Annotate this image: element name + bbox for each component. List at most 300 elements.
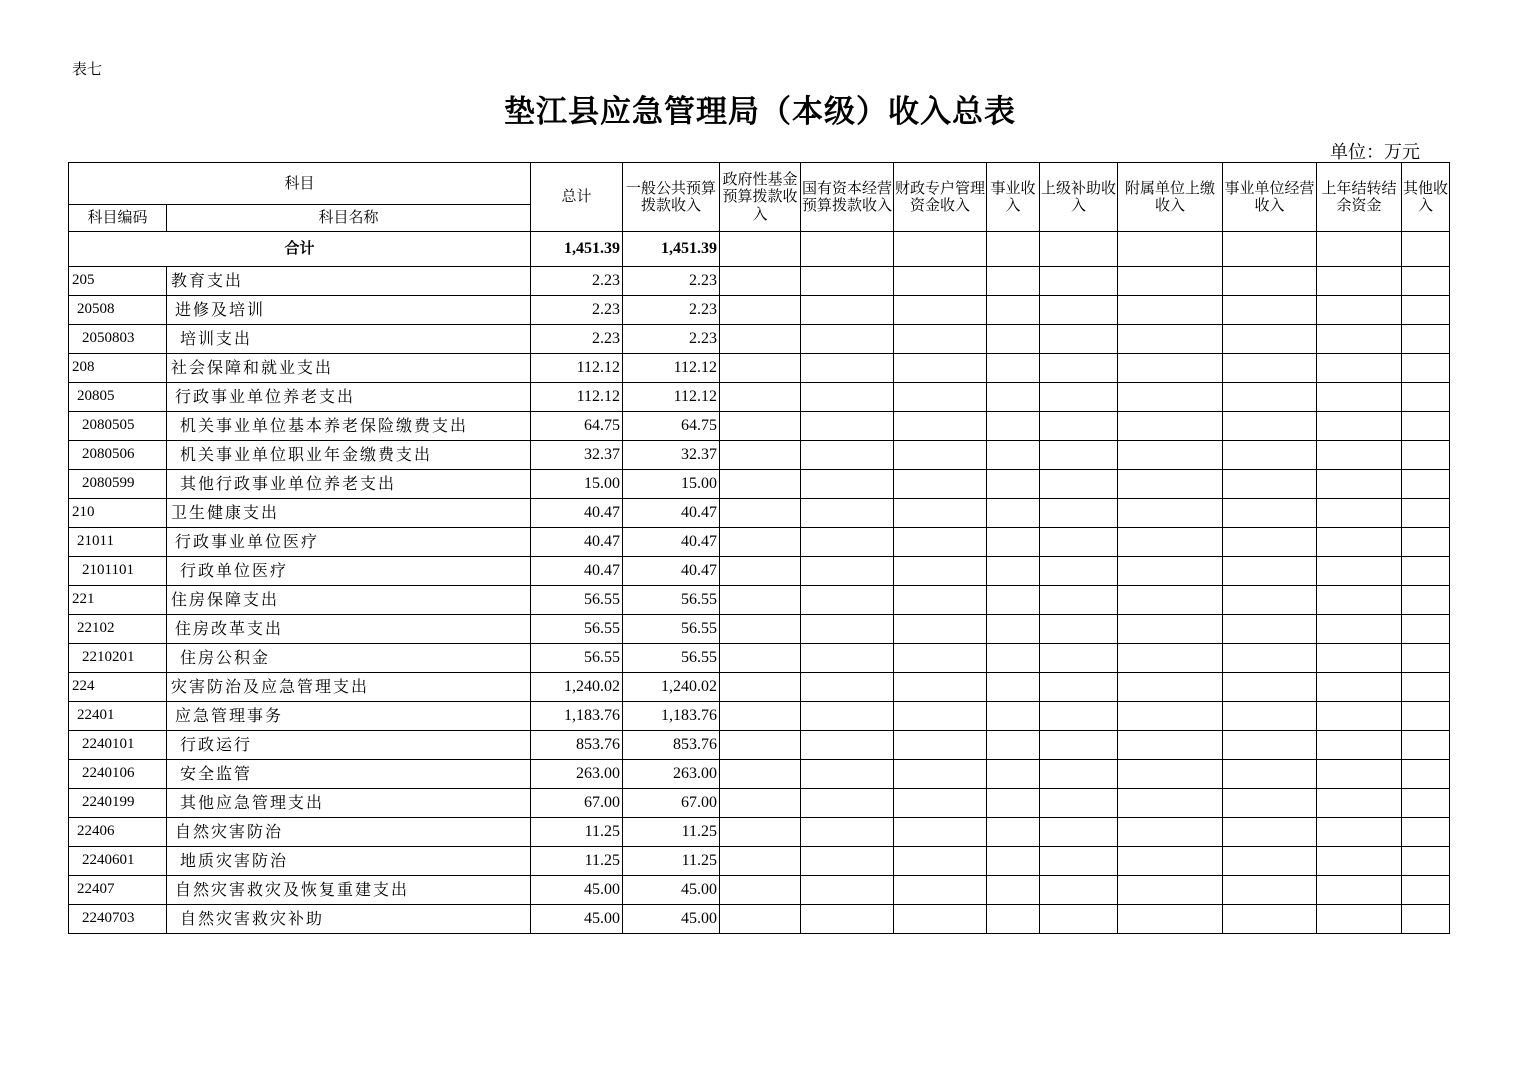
empty-cell [894,470,987,499]
empty-cell [801,876,894,905]
table-row [69,557,1450,586]
empty-cell [1317,470,1402,499]
row-name: 行政运行 [167,731,531,760]
empty-cell [801,644,894,673]
empty-cell [1223,644,1317,673]
empty-cell [1040,615,1118,644]
empty-cell [1118,760,1223,789]
row-name: 应急管理事务 [167,702,531,731]
row-value-general-budget: 1,183.76 [623,702,720,731]
empty-cell [1118,905,1223,934]
row-code: 2050803 [69,325,167,354]
empty-cell [1118,267,1223,296]
row-name: 灾害防治及应急管理支出 [167,673,531,702]
empty-cell [894,876,987,905]
empty-cell [1317,383,1402,412]
empty-cell [1402,470,1450,499]
row-value-total: 32.37 [531,441,623,470]
empty-cell [1040,557,1118,586]
empty-cell [987,383,1040,412]
table-row [69,296,1450,325]
empty-cell [801,818,894,847]
empty-cell [1223,615,1317,644]
empty-cell [801,267,894,296]
empty-cell [1317,557,1402,586]
table-row [69,586,1450,615]
empty-cell [1118,789,1223,818]
header-col-carryover: 上年结转结余资金 [1317,163,1402,232]
row-value-general-budget: 112.12 [623,383,720,412]
empty-cell [1040,354,1118,383]
row-code: 210 [69,499,167,528]
table-row [69,354,1450,383]
empty-cell [1118,412,1223,441]
empty-cell [894,528,987,557]
row-name: 住房保障支出 [167,586,531,615]
row-value-general-budget: 40.47 [623,528,720,557]
table-row [69,876,1450,905]
empty-cell [1040,296,1118,325]
row-name: 行政事业单位医疗 [167,528,531,557]
empty-cell [1223,876,1317,905]
empty-cell [1223,232,1317,267]
empty-cell [1040,528,1118,557]
empty-cell [987,644,1040,673]
row-name: 行政事业单位养老支出 [167,383,531,412]
empty-cell [987,470,1040,499]
empty-cell [1118,383,1223,412]
empty-cell [1223,760,1317,789]
empty-cell [801,528,894,557]
empty-cell [1118,847,1223,876]
empty-cell [1317,441,1402,470]
empty-cell [1040,731,1118,760]
row-code: 2240703 [69,905,167,934]
row-value-total: 56.55 [531,644,623,673]
table-row [69,267,1450,296]
empty-cell [1040,789,1118,818]
empty-cell [1402,615,1450,644]
empty-cell [720,470,801,499]
empty-cell [1317,499,1402,528]
table-row [69,441,1450,470]
row-name: 培训支出 [167,325,531,354]
empty-cell [720,441,801,470]
empty-cell [1317,528,1402,557]
empty-cell [987,412,1040,441]
empty-cell [801,847,894,876]
empty-cell [720,528,801,557]
row-name: 机关事业单位基本养老保险缴费支出 [167,412,531,441]
empty-cell [720,789,801,818]
row-code: 2240199 [69,789,167,818]
empty-cell [894,818,987,847]
empty-cell [1040,232,1118,267]
empty-cell [1118,702,1223,731]
empty-cell [720,383,801,412]
empty-cell [801,731,894,760]
empty-cell [894,847,987,876]
empty-cell [1317,586,1402,615]
empty-cell [1223,441,1317,470]
empty-cell [1317,731,1402,760]
row-name: 其他行政事业单位养老支出 [167,470,531,499]
empty-cell [1223,528,1317,557]
header-col-business-income: 事业收入 [987,163,1040,232]
row-value-general-budget: 67.00 [623,789,720,818]
empty-cell [987,441,1040,470]
row-name: 行政单位医疗 [167,557,531,586]
row-name: 进修及培训 [167,296,531,325]
empty-cell [1317,702,1402,731]
row-name: 其他应急管理支出 [167,789,531,818]
row-code: 22102 [69,615,167,644]
header-col-total: 总计 [531,163,623,232]
empty-cell [801,499,894,528]
empty-cell [987,876,1040,905]
empty-cell [1317,325,1402,354]
empty-cell [1317,267,1402,296]
empty-cell [720,876,801,905]
table-row [69,789,1450,818]
empty-cell [1040,325,1118,354]
empty-cell [894,499,987,528]
row-value-general-budget: 40.47 [623,557,720,586]
row-value-total: 45.00 [531,905,623,934]
empty-cell [987,354,1040,383]
empty-cell [987,847,1040,876]
table-row [69,499,1450,528]
row-value-general-budget: 45.00 [623,905,720,934]
empty-cell [801,615,894,644]
total-value-general-budget: 1,451.39 [623,232,720,267]
table-row [69,528,1450,557]
empty-cell [801,760,894,789]
empty-cell [1118,499,1223,528]
empty-cell [1402,232,1450,267]
empty-cell [987,325,1040,354]
empty-cell [1402,847,1450,876]
row-code: 221 [69,586,167,615]
empty-cell [1223,383,1317,412]
empty-cell [1118,673,1223,702]
row-name: 社会保障和就业支出 [167,354,531,383]
empty-cell [1317,673,1402,702]
row-value-general-budget: 2.23 [623,296,720,325]
row-name: 住房公积金 [167,644,531,673]
empty-cell [720,644,801,673]
header-col-special-account: 财政专户管理资金收入 [894,163,987,232]
row-code: 2101101 [69,557,167,586]
empty-cell [1118,557,1223,586]
empty-cell [1223,470,1317,499]
empty-cell [801,441,894,470]
empty-cell [1317,847,1402,876]
header-col-other-income: 其他收入 [1402,163,1450,232]
empty-cell [894,557,987,586]
row-name: 自然灾害救灾补助 [167,905,531,934]
row-value-general-budget: 15.00 [623,470,720,499]
empty-cell [1040,876,1118,905]
row-value-total: 112.12 [531,354,623,383]
empty-cell [1317,789,1402,818]
empty-cell [987,615,1040,644]
empty-cell [894,267,987,296]
row-value-total: 40.47 [531,528,623,557]
empty-cell [894,296,987,325]
empty-cell [1223,412,1317,441]
table-row [69,818,1450,847]
empty-cell [987,557,1040,586]
empty-cell [1402,876,1450,905]
total-row [69,232,1450,267]
empty-cell [1040,702,1118,731]
row-code: 20508 [69,296,167,325]
empty-cell [1118,470,1223,499]
empty-cell [1040,644,1118,673]
table-row [69,905,1450,934]
empty-cell [1118,731,1223,760]
row-value-total: 67.00 [531,789,623,818]
row-value-general-budget: 45.00 [623,876,720,905]
empty-cell [1223,296,1317,325]
header-col-affiliated-payment: 附属单位上缴收入 [1118,163,1223,232]
empty-cell [1040,499,1118,528]
empty-cell [987,731,1040,760]
empty-cell [1118,354,1223,383]
header-col-general-budget: 一般公共预算拨款收入 [623,163,720,232]
row-code: 21011 [69,528,167,557]
empty-cell [1040,760,1118,789]
empty-cell [720,760,801,789]
empty-cell [894,615,987,644]
empty-cell [1223,354,1317,383]
empty-cell [1402,383,1450,412]
row-code: 2210201 [69,644,167,673]
empty-cell [1317,354,1402,383]
empty-cell [1402,760,1450,789]
empty-cell [801,470,894,499]
empty-cell [894,644,987,673]
empty-cell [1402,441,1450,470]
row-value-total: 15.00 [531,470,623,499]
row-value-general-budget: 11.25 [623,818,720,847]
row-value-total: 56.55 [531,586,623,615]
empty-cell [801,383,894,412]
row-value-total: 112.12 [531,383,623,412]
empty-cell [894,586,987,615]
table-row [69,615,1450,644]
empty-cell [987,499,1040,528]
empty-cell [720,731,801,760]
row-name: 教育支出 [167,267,531,296]
empty-cell [720,847,801,876]
empty-cell [1317,296,1402,325]
row-value-general-budget: 56.55 [623,644,720,673]
empty-cell [801,354,894,383]
empty-cell [1040,673,1118,702]
row-value-general-budget: 56.55 [623,615,720,644]
row-value-general-budget: 853.76 [623,731,720,760]
empty-cell [894,441,987,470]
empty-cell [720,615,801,644]
empty-cell [1223,267,1317,296]
empty-cell [1040,586,1118,615]
row-value-total: 263.00 [531,760,623,789]
row-value-total: 2.23 [531,296,623,325]
table-row [69,470,1450,499]
empty-cell [1040,470,1118,499]
empty-cell [1223,702,1317,731]
row-value-total: 1,183.76 [531,702,623,731]
empty-cell [1317,232,1402,267]
empty-cell [1118,232,1223,267]
table-row [69,731,1450,760]
empty-cell [987,673,1040,702]
empty-cell [1402,673,1450,702]
empty-cell [987,528,1040,557]
row-value-total: 40.47 [531,499,623,528]
empty-cell [801,325,894,354]
row-value-general-budget: 263.00 [623,760,720,789]
header-subject: 科目 [69,163,531,205]
total-value-total: 1,451.39 [531,232,623,267]
empty-cell [1402,644,1450,673]
empty-cell [1040,267,1118,296]
row-value-general-budget: 1,240.02 [623,673,720,702]
empty-cell [894,905,987,934]
row-value-general-budget: 40.47 [623,499,720,528]
empty-cell [1040,818,1118,847]
empty-cell [987,702,1040,731]
row-value-general-budget: 64.75 [623,412,720,441]
empty-cell [720,412,801,441]
empty-cell [1402,325,1450,354]
empty-cell [1402,267,1450,296]
empty-cell [1402,789,1450,818]
empty-cell [1317,644,1402,673]
row-value-general-budget: 56.55 [623,586,720,615]
income-summary-table [68,162,1450,934]
empty-cell [1402,731,1450,760]
empty-cell [987,296,1040,325]
empty-cell [1317,876,1402,905]
table-row [69,702,1450,731]
empty-cell [894,702,987,731]
row-code: 2080599 [69,470,167,499]
empty-cell [1402,296,1450,325]
empty-cell [1223,847,1317,876]
row-value-total: 56.55 [531,615,623,644]
empty-cell [1118,644,1223,673]
row-value-total: 2.23 [531,267,623,296]
header-col-superior-subsidy: 上级补助收入 [1040,163,1118,232]
empty-cell [1118,818,1223,847]
header-col-government-fund: 政府性基金预算拨款收入 [720,163,801,232]
empty-cell [894,232,987,267]
table-number-label: 表七 [72,60,103,78]
header-col-operating-income: 事业单位经营收入 [1223,163,1317,232]
empty-cell [1223,818,1317,847]
row-code: 205 [69,267,167,296]
empty-cell [1118,876,1223,905]
total-label: 合计 [69,232,531,267]
empty-cell [720,586,801,615]
empty-cell [1040,412,1118,441]
row-value-general-budget: 112.12 [623,354,720,383]
row-name: 卫生健康支出 [167,499,531,528]
empty-cell [1040,441,1118,470]
empty-cell [987,586,1040,615]
table-row [69,847,1450,876]
empty-cell [720,499,801,528]
empty-cell [1118,586,1223,615]
empty-cell [1118,528,1223,557]
empty-cell [801,586,894,615]
empty-cell [1402,412,1450,441]
empty-cell [1223,905,1317,934]
empty-cell [720,354,801,383]
empty-cell [801,232,894,267]
empty-cell [1223,673,1317,702]
header-subject-code: 科目编码 [69,205,167,232]
empty-cell [1223,731,1317,760]
table-row [69,383,1450,412]
empty-cell [1317,760,1402,789]
table-row [69,412,1450,441]
empty-cell [1402,818,1450,847]
empty-cell [720,818,801,847]
row-code: 2080505 [69,412,167,441]
row-name: 自然灾害防治 [167,818,531,847]
row-value-total: 2.23 [531,325,623,354]
empty-cell [801,412,894,441]
empty-cell [1223,586,1317,615]
table-row [69,673,1450,702]
empty-cell [1317,818,1402,847]
row-code: 2240106 [69,760,167,789]
empty-cell [987,818,1040,847]
empty-cell [1317,615,1402,644]
empty-cell [894,325,987,354]
table-row [69,644,1450,673]
row-value-general-budget: 2.23 [623,325,720,354]
empty-cell [894,760,987,789]
row-value-total: 64.75 [531,412,623,441]
empty-cell [801,296,894,325]
empty-cell [894,354,987,383]
empty-cell [987,789,1040,818]
row-code: 2240101 [69,731,167,760]
row-code: 22406 [69,818,167,847]
row-value-general-budget: 11.25 [623,847,720,876]
row-value-general-budget: 32.37 [623,441,720,470]
empty-cell [801,673,894,702]
empty-cell [894,673,987,702]
unit-label: 单位：万元 [1330,142,1420,163]
empty-cell [801,557,894,586]
row-value-total: 45.00 [531,876,623,905]
empty-cell [1402,499,1450,528]
empty-cell [720,325,801,354]
empty-cell [987,905,1040,934]
empty-cell [720,232,801,267]
row-name: 住房改革支出 [167,615,531,644]
row-value-total: 11.25 [531,847,623,876]
empty-cell [720,702,801,731]
row-value-total: 40.47 [531,557,623,586]
empty-cell [1118,296,1223,325]
